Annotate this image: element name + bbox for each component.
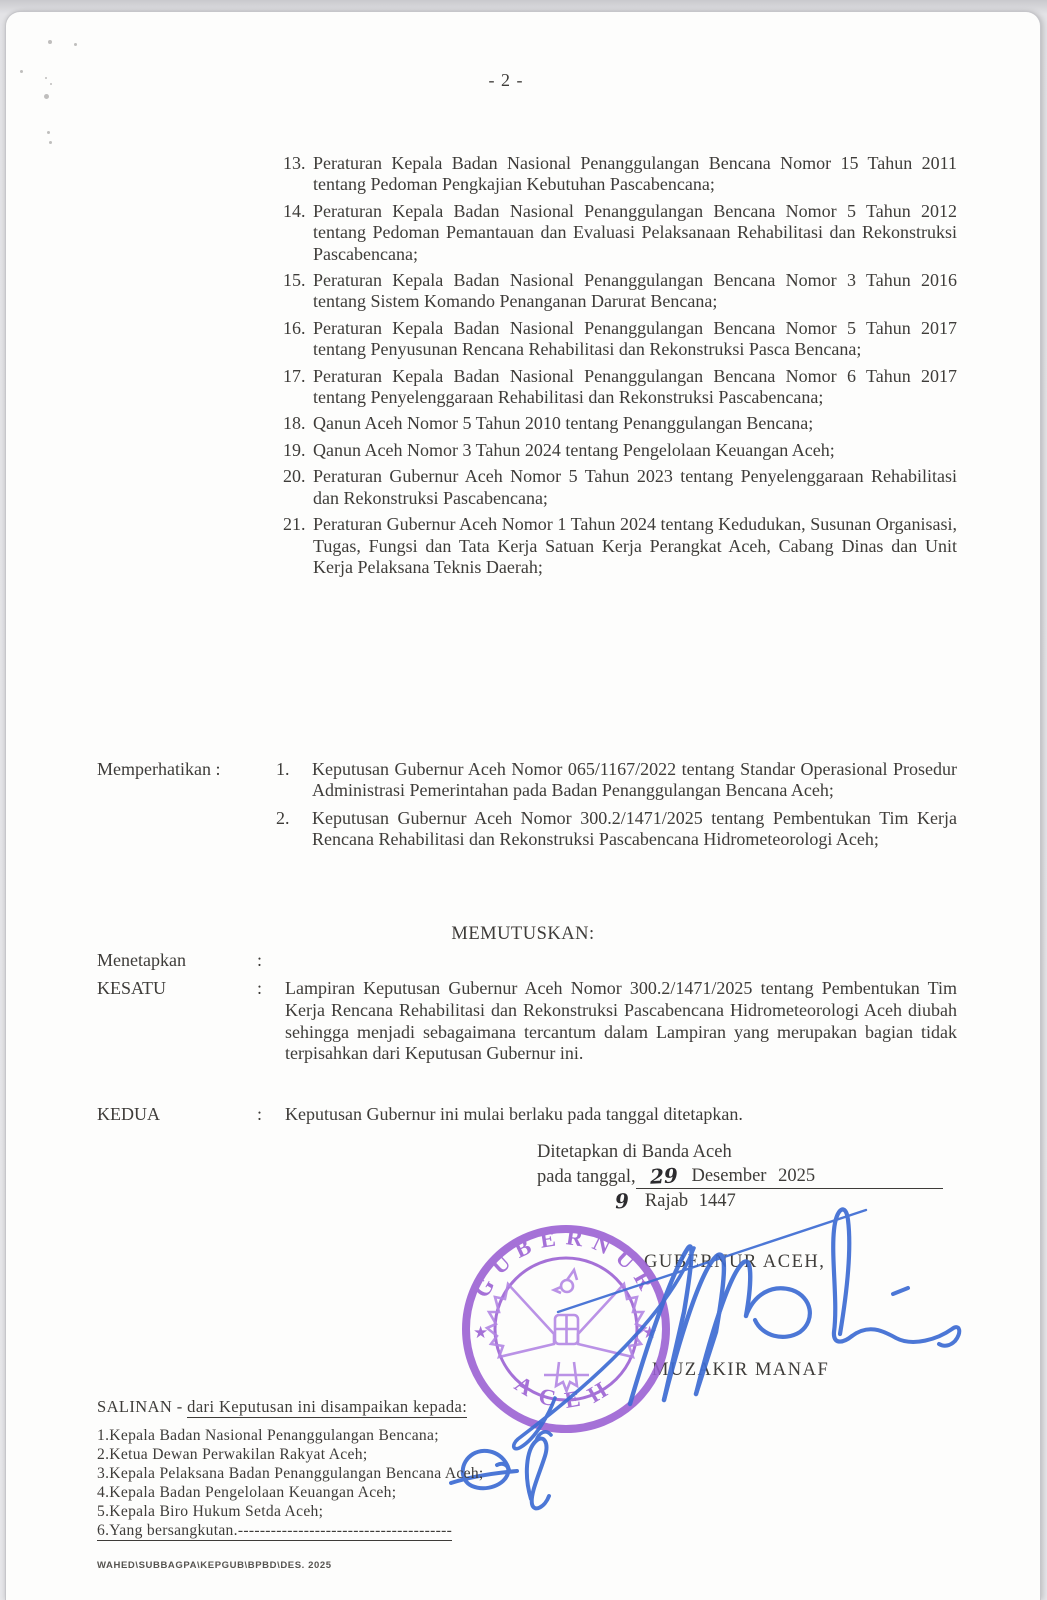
scan-speck bbox=[44, 94, 49, 99]
salinan-recipient: 2.Ketua Dewan Perwakilan Rakyat Aceh; bbox=[97, 1446, 368, 1463]
ref-number: 13. bbox=[283, 153, 306, 173]
ruling-row bbox=[97, 1104, 957, 1126]
scan-speck bbox=[74, 43, 77, 46]
legal-ref-item bbox=[283, 201, 957, 265]
ruling-colon: : bbox=[257, 978, 263, 998]
ruling-row bbox=[97, 950, 957, 972]
item-text: Keputusan Gubernur Aceh Nomor 065/1167/2022 tentang Standar Operasional Prosedur Administrasi Pemerintahan pada Badan Penanggulangan Bencana Aceh; bbox=[312, 759, 957, 801]
ref-text: Qanun Aceh Nomor 5 Tahun 2010 tentang Penanggulangan Bencana; bbox=[313, 413, 814, 434]
salinan-heading bbox=[97, 1397, 657, 1417]
memperhatikan-item bbox=[272, 808, 957, 851]
stamp-arc-bottom-text: ACEH bbox=[510, 1370, 622, 1414]
salinan-recipient: 5.Kepala Biro Hukum Setda Aceh; bbox=[97, 1503, 324, 1520]
ref-text: Peraturan Kepala Badan Nasional Penanggulangan Bencana Nomor 3 Tahun 2016 tentang Sistem Komando Penanganan Darurat Bencana; bbox=[313, 270, 957, 312]
item-text: Keputusan Gubernur Aceh Nomor 300.2/1471/2025 tentang Pembentukan Tim Kerja Rencana Rehabilitasi dan Rekonstruksi Pascabencana Hidrometeorologi Aceh; bbox=[312, 807, 957, 850]
ref-number: 18. bbox=[283, 413, 306, 434]
ref-text: Peraturan Gubernur Aceh Nomor 1 Tahun 2024 tentang Kedudukan, Susunan Organisasi, Tugas, Fungsi dan Tata Kerja Satuan Kerja Perangkat Aceh, Cabang Dinas dan Unit Kerja Pelaksana Teknis Daerah; bbox=[313, 514, 957, 577]
ref-text: Peraturan Gubernur Aceh Nomor 5 Tahun 2023 tentang Penyelenggaraan Rehabilitasi dan Rekonstruksi Pascabencana; bbox=[313, 466, 957, 508]
handwritten-day: 29 bbox=[649, 1163, 679, 1189]
governor-title: GUBERNUR ACEH, bbox=[644, 1252, 826, 1272]
ref-number: 21. bbox=[283, 514, 306, 535]
page-number: - 2 - bbox=[488, 70, 524, 90]
handwritten-hijri-day: 9 bbox=[614, 1188, 630, 1214]
doc-footer-code: WAHED\SUBBAGPA\KEPGUB\BPBD\DES. 2025 bbox=[97, 1560, 332, 1571]
legal-ref-item bbox=[283, 366, 957, 409]
salinan-recipient: 1.Kepala Badan Nasional Penanggulangan Bencana; bbox=[97, 1427, 439, 1444]
star-icon: ★ bbox=[473, 1323, 489, 1342]
memperhatikan-section bbox=[6, 759, 1040, 857]
governor-name: MUZAKIR MANAF bbox=[652, 1360, 830, 1380]
date-month-year: Desember 2025 bbox=[691, 1166, 816, 1186]
ref-text: Peraturan Kepala Badan Nasional Penanggulangan Bencana Nomor 5 Tahun 2012 tentang Pedoman Pemantauan dan Evaluasi Pelaksanaan Rehabilitasi dan Rekonstruksi Pascabencana; bbox=[313, 200, 957, 264]
salinan-heading-underlined: dari Keputusan ini disampaikan kepada: bbox=[187, 1397, 468, 1416]
salinan-section bbox=[97, 1397, 657, 1540]
salinan-recipient: 4.Kepala Badan Pengelolaan Keuangan Aceh; bbox=[97, 1484, 397, 1501]
scan-speck bbox=[49, 141, 52, 144]
stamp-arc-top-text: GUBERNUR bbox=[468, 1224, 664, 1302]
legal-ref-item bbox=[283, 413, 957, 434]
ref-text: Peraturan Kepala Badan Nasional Penanggulangan Bencana Nomor 15 Tahun 2011 tentang Pedoman Pengkajian Kebutuhan Pascabencana; bbox=[313, 153, 957, 195]
legal-ref-item bbox=[283, 466, 957, 509]
ref-number: 20. bbox=[283, 466, 306, 487]
memperhatikan-item bbox=[272, 759, 957, 802]
document-page bbox=[6, 12, 1040, 1600]
ref-number: 15. bbox=[283, 270, 306, 291]
salinan-prefix: SALINAN - bbox=[97, 1397, 188, 1416]
memutuskan-heading: MEMUTUSKAN: bbox=[451, 924, 595, 944]
item-number: 1. bbox=[276, 759, 290, 779]
signoff-place: Ditetapkan di Banda Aceh bbox=[537, 1142, 732, 1162]
ruling-row bbox=[97, 978, 957, 1065]
ref-text: Qanun Aceh Nomor 3 Tahun 2024 tentang Pengelolaan Keuangan Aceh; bbox=[313, 439, 835, 460]
legal-ref-item bbox=[283, 270, 957, 313]
ruling-text: Keputusan Gubernur ini mulai berlaku pada tanggal ditetapkan. bbox=[285, 1104, 743, 1124]
ruling-colon: : bbox=[257, 950, 263, 970]
legal-ref-item bbox=[283, 514, 957, 578]
ref-number: 17. bbox=[283, 365, 306, 386]
legal-ref-item bbox=[283, 153, 957, 196]
ref-text: Peraturan Kepala Badan Nasional Penanggulangan Bencana Nomor 5 Tahun 2017 tentang Penyusunan Rencana Rehabilitasi dan Rekonstruksi Pasca Bencana; bbox=[313, 317, 957, 360]
date-prefix: pada tanggal, bbox=[537, 1167, 636, 1187]
ruling-label: KEDUA bbox=[97, 1104, 160, 1124]
ref-number: 16. bbox=[283, 317, 306, 338]
ref-text: Peraturan Kepala Badan Nasional Penanggulangan Bencana Nomor 6 Tahun 2017 tentang Penyelenggaraan Rehabilitasi dan Rekonstruksi Pascabencana; bbox=[313, 365, 957, 408]
ruling-label: Menetapkan bbox=[97, 950, 186, 970]
ruling-text bbox=[285, 950, 957, 972]
item-number: 2. bbox=[276, 807, 290, 828]
salinan-recipient: 3.Kepala Pelaksana Badan Penanggulangan Bencana Aceh; bbox=[97, 1465, 484, 1482]
ruling-colon: : bbox=[257, 1104, 263, 1124]
ref-number: 19. bbox=[283, 439, 306, 460]
hijri-rest: Rajab 1447 bbox=[644, 1191, 736, 1211]
scan-speck bbox=[47, 131, 50, 134]
salinan-recipient-underlined: 6.Yang bersangkutan.--------------------------------------- bbox=[97, 1522, 453, 1539]
legal-references-list bbox=[283, 153, 957, 583]
legal-ref-item bbox=[283, 440, 957, 461]
ruling-label: KESATU bbox=[97, 978, 167, 998]
ref-number: 14. bbox=[283, 200, 306, 221]
star-icon: ★ bbox=[642, 1323, 658, 1342]
ruling-text: Lampiran Keputusan Gubernur Aceh Nomor 300.2/1471/2025 tentang Pembentukan Tim Kerja Rencana Rehabilitasi dan Rekonstruksi Pascabencana Hidrometeorologi Aceh diubah sehingga menjadi sebagaimana tercantum dalam Lampiran yang merupakan bagian tidak terpisahkan dari Keputusan Gubernur ini. bbox=[285, 978, 957, 1064]
legal-ref-item bbox=[283, 318, 957, 361]
salinan-recipient bbox=[97, 1521, 657, 1540]
memperhatikan-label: Memperhatikan : bbox=[97, 759, 221, 779]
scan-speck bbox=[48, 40, 52, 44]
